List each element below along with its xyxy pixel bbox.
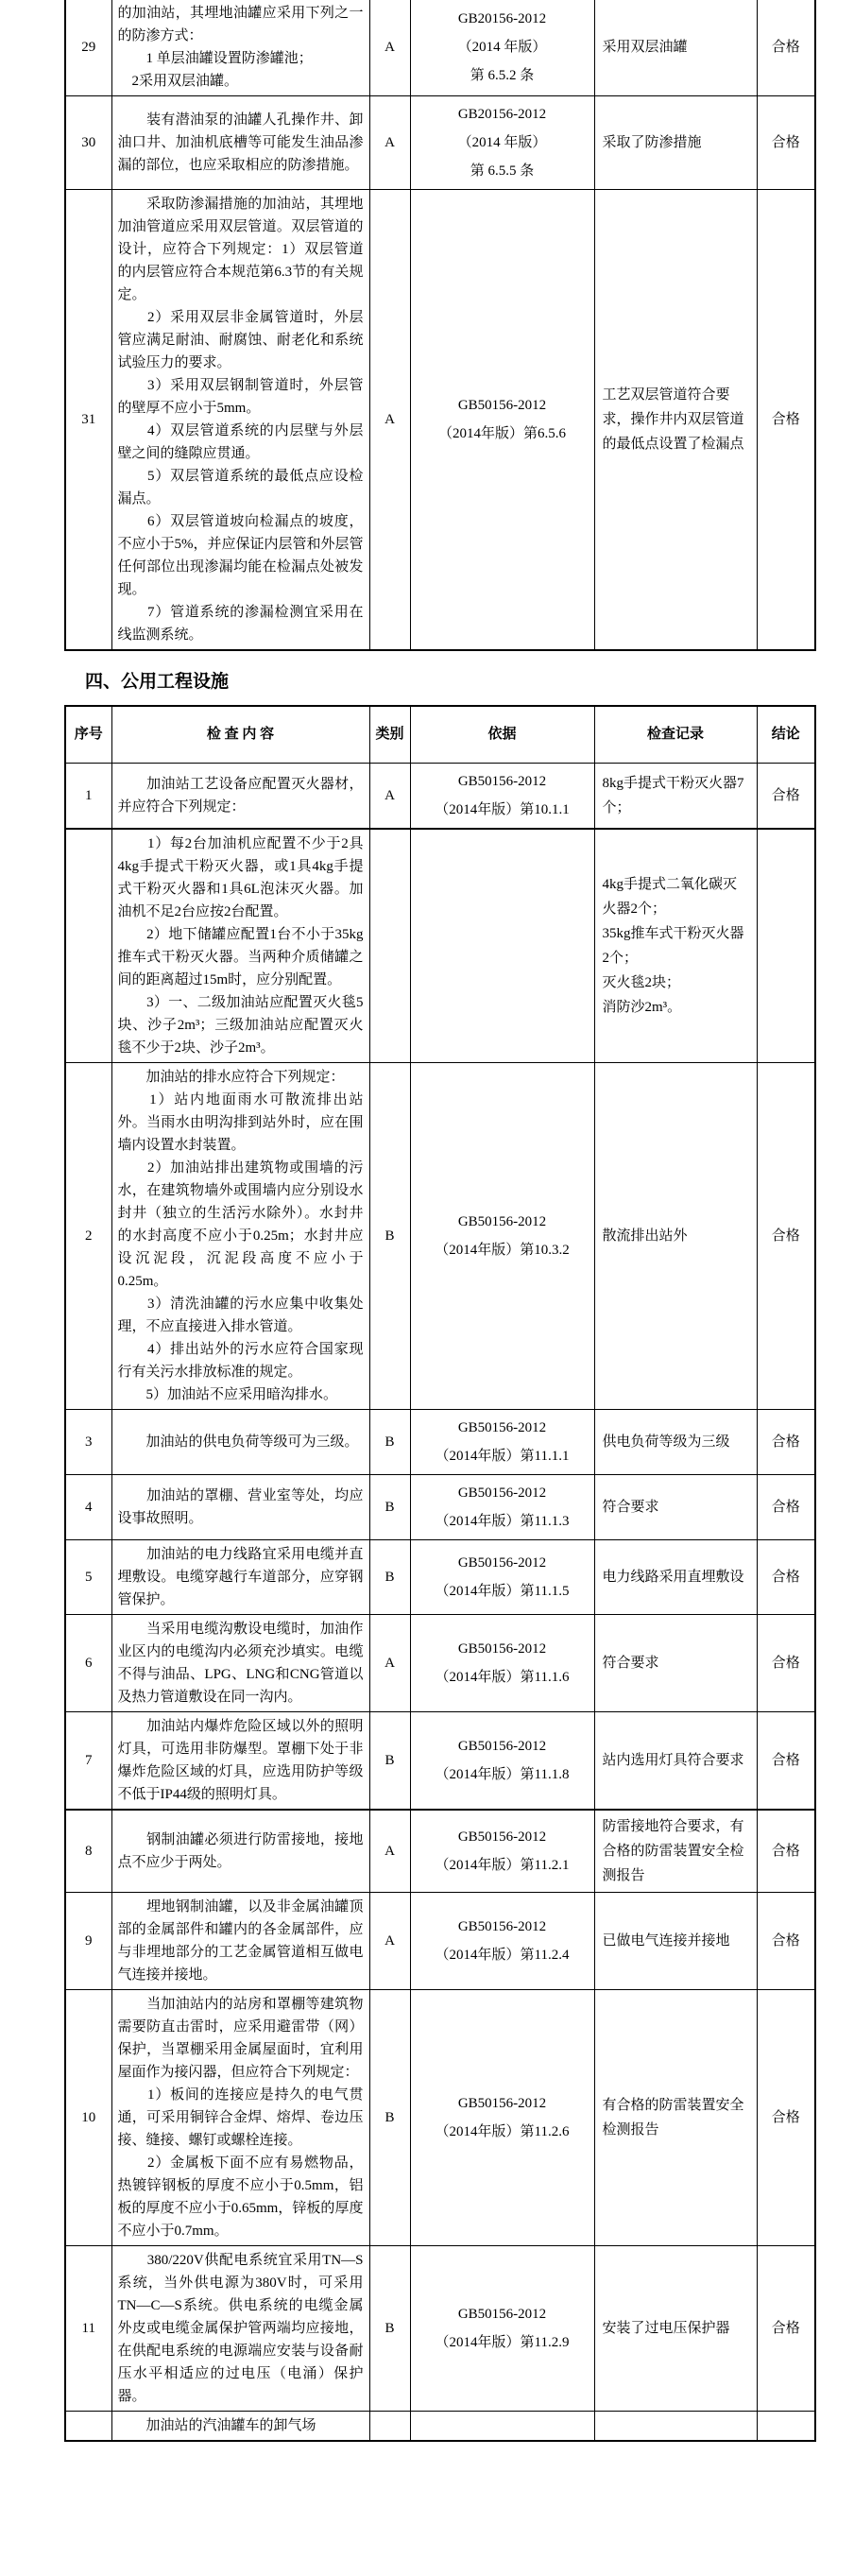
header-conclusion: 结论	[757, 706, 815, 763]
cell-serial-number	[65, 829, 111, 1063]
cell-inspection-content: 装有潜油泵的油罐人孔操作井、卸油口井、加油机底槽等可能发生油品渗漏的部位，也应采取相应的防渗措施。	[111, 96, 369, 190]
cell-conclusion: 合格	[757, 1614, 815, 1711]
leak-prevention-table	[64, 0, 816, 651]
cell-category: B	[369, 1539, 410, 1614]
cell-category: A	[369, 1614, 410, 1711]
cell-basis: GB50156-2012 （2014年版）第11.1.3	[410, 1474, 594, 1539]
cell-category: A	[369, 1810, 410, 1893]
cell-inspection-content: 加油站的罩棚、营业室等处，均应设事故照明。	[111, 1474, 369, 1539]
cell-basis	[410, 2411, 594, 2441]
cell-conclusion: 合格	[757, 2245, 815, 2411]
cell-conclusion: 合格	[757, 1892, 815, 1989]
cell-conclusion: 合格	[757, 1810, 815, 1893]
cell-inspection-record: 防雷接地符合要求，有合格的防雷装置安全检测报告	[594, 1810, 757, 1893]
cell-inspection-record: 散流排出站外	[594, 1062, 757, 1409]
cell-conclusion: 合格	[757, 1474, 815, 1539]
header-category: 类别	[369, 706, 410, 763]
cell-basis: GB50156-2012 （2014年版）第11.2.9	[410, 2245, 594, 2411]
cell-basis: GB50156-2012 （2014年版）第11.2.4	[410, 1892, 594, 1989]
cell-inspection-record: 8kg手提式干粉灭火器7个；	[594, 763, 757, 829]
cell-conclusion: 合格	[757, 96, 815, 190]
cell-inspection-record: 符合要求	[594, 1474, 757, 1539]
utility-works-table	[64, 705, 816, 2442]
cell-category: B	[369, 1474, 410, 1539]
cell-inspection-record: 电力线路采用直埋敷设	[594, 1539, 757, 1614]
cell-inspection-record	[594, 2411, 757, 2441]
cell-basis: GB50156-2012 （2014年版）第11.1.6	[410, 1614, 594, 1711]
table-row	[65, 0, 815, 96]
cell-conclusion: 合格	[757, 0, 815, 96]
cell-inspection-record: 已做电气连接并接地	[594, 1892, 757, 1989]
cell-category: B	[369, 1989, 410, 2245]
table-row	[65, 1989, 815, 2245]
table-row	[65, 829, 815, 1063]
cell-inspection-content: 加油站内爆炸危险区域以外的照明灯具，可选用非防爆型。罩棚下处于非爆炸危险区域的灯具，应选用防护等级不低于IP44级的照明灯具。	[111, 1711, 369, 1810]
cell-basis: GB50156-2012 （2014年版）第6.5.6	[410, 190, 594, 651]
table-row	[65, 1892, 815, 1989]
cell-basis: GB20156-2012 （2014 年版） 第 6.5.5 条	[410, 96, 594, 190]
cell-inspection-content: 埋地钢制油罐，以及非金属油罐顶部的金属部件和罐内的各金属部件，应与非埋地部分的工艺金属管道相互做电气连接并接地。	[111, 1892, 369, 1989]
cell-inspection-record: 符合要求	[594, 1614, 757, 1711]
header-serial-number: 序号	[65, 706, 111, 763]
header-inspection-record: 检查记录	[594, 706, 757, 763]
cell-serial-number: 5	[65, 1539, 111, 1614]
cell-conclusion: 合格	[757, 190, 815, 651]
cell-inspection-content: 当加油站内的站房和罩棚等建筑物需要防直击雷时，应采用避雷带（网）保护，当罩棚采用金属屋面时，宜利用屋面作为接闪器，但应符合下列规定： 1）板间的连接应是持久的电气贯通，可采用铜锌合金焊、熔焊、卷边压接、缝接、螺钉或螺栓连接。 2）金属板下面不应有易燃物品，热镀锌钢板的厚度不应小于0.5mm，铝板的厚度不应小于0.65mm，锌板的厚度不应小于0.7mm。	[111, 1989, 369, 2245]
cell-conclusion	[757, 829, 815, 1063]
cell-inspection-content: 380/220V供配电系统宜采用TN—S系统，当外供电源为380V时，可采用TN—C—S系统。供电系统的电缆金属外皮或电缆金属保护管两端均应接地，在供配电系统的电源端应安装与设备耐压水平相适应的过电压（电涌）保护器。	[111, 2245, 369, 2411]
cell-basis: GB50156-2012 （2014年版）第11.1.5	[410, 1539, 594, 1614]
cell-inspection-content: 的加油站，其埋地油罐应采用下列之一的防渗方式： 1 单层油罐设置防渗罐池； 2采用双层油罐。	[111, 0, 369, 96]
cell-conclusion: 合格	[757, 1711, 815, 1810]
cell-category: B	[369, 1409, 410, 1474]
cell-inspection-content: 采取防渗漏措施的加油站，其埋地加油管道应采用双层管道。双层管道的设计，应符合下列规定：1）双层管道的内层管应符合本规范第6.3节的有关规定。 2）采用双层非金属管道时，外层管应满足耐油、耐腐蚀、耐老化和系统试验压力的要求。 3）采用双层钢制管道时，外层管的壁厚不应小于5mm。 4）双层管道系统的内层壁与外层壁之间的缝隙应贯通。 5）双层管道系统的最低点应设检漏点。 6）双层管道坡向检漏点的坡度，不应小于5%，并应保证内层管和外层管任何部位出现渗漏均能在检漏点处被发现。 7）管道系统的渗漏检测宜采用在线监测系统。	[111, 190, 369, 651]
cell-category	[369, 829, 410, 1063]
cell-basis: GB50156-2012 （2014年版）第11.1.8	[410, 1711, 594, 1810]
cell-inspection-content: 加油站的排水应符合下列规定： 1）站内地面雨水可散流排出站外。当雨水由明沟排到站外时，应在围墙内设置水封装置。 2）加油站排出建筑物或围墙的污水，在建筑物墙外或围墙内应分别设水封井（独立的生活污水除外）。水封井的水封高度不应小于0.25m；水封井应设沉泥段，沉泥段高度不应小于0.25m。 3）清洗油罐的污水应集中收集处理，不应直接进入排水管道。 4）排出站外的污水应符合国家现行有关污水排放标准的规定。 5）加油站不应采用暗沟排水。	[111, 1062, 369, 1409]
cell-inspection-record: 站内选用灯具符合要求	[594, 1711, 757, 1810]
table-row	[65, 1062, 815, 1409]
cell-inspection-record: 供电负荷等级为三级	[594, 1409, 757, 1474]
cell-basis: GB50156-2012 （2014年版）第11.2.1	[410, 1810, 594, 1893]
cell-category: B	[369, 2245, 410, 2411]
section-heading-utility-works: 四、公用工程设施	[85, 672, 230, 692]
cell-basis: GB50156-2012 （2014年版）第10.1.1	[410, 763, 594, 829]
table-row	[65, 1409, 815, 1474]
cell-inspection-record: 采取了防渗措施	[594, 96, 757, 190]
cell-conclusion: 合格	[757, 763, 815, 829]
cell-conclusion	[757, 2411, 815, 2441]
table-row	[65, 96, 815, 190]
table-row	[65, 1614, 815, 1711]
cell-inspection-content: 加油站工艺设备应配置灭火器材，并应符合下列规定：	[111, 763, 369, 829]
cell-serial-number: 11	[65, 2245, 111, 2411]
cell-conclusion: 合格	[757, 1409, 815, 1474]
cell-serial-number: 4	[65, 1474, 111, 1539]
cell-category: A	[369, 0, 410, 96]
cell-serial-number: 8	[65, 1810, 111, 1893]
cell-serial-number: 10	[65, 1989, 111, 2245]
table-row	[65, 190, 815, 651]
cell-inspection-content: 加油站的供电负荷等级可为三级。	[111, 1409, 369, 1474]
cell-inspection-content: 1）每2台加油机应配置不少于2具4kg手提式干粉灭火器，或1具4kg手提式干粉灭火器和1具6L泡沫灭火器。加油机不足2台应按2台配置。 2）地下储罐应配置1台不小于35kg推车式干粉灭火器。当两种介质储罐之间的距离超过15m时，应分别配置。 3）一、二级加油站应配置灭火毯5块、沙子2m³；三级加油站应配置灭火毯不少于2块、沙子2m³。	[111, 829, 369, 1063]
cell-category: A	[369, 190, 410, 651]
cell-inspection-content: 加油站的汽油罐车的卸气场	[111, 2411, 369, 2441]
cell-category: B	[369, 1711, 410, 1810]
header-basis: 依据	[410, 706, 594, 763]
cell-basis: GB50156-2012 （2014年版）第11.2.6	[410, 1989, 594, 2245]
cell-serial-number: 2	[65, 1062, 111, 1409]
cell-basis: GB20156-2012 （2014 年版） 第 6.5.2 条	[410, 0, 594, 96]
cell-serial-number	[65, 2411, 111, 2441]
cell-inspection-record: 采用双层油罐	[594, 0, 757, 96]
cell-inspection-record: 安装了过电压保护器	[594, 2245, 757, 2411]
table-row	[65, 1539, 815, 1614]
cell-inspection-content: 钢制油罐必须进行防雷接地，接地点不应少于两处。	[111, 1810, 369, 1893]
cell-inspection-record: 有合格的防雷装置安全检测报告	[594, 1989, 757, 2245]
cell-conclusion: 合格	[757, 1062, 815, 1409]
table-row	[65, 1711, 815, 1810]
cell-inspection-record: 工艺双层管道符合要求，操作井内双层管道的最低点设置了检漏点	[594, 190, 757, 651]
cell-serial-number: 31	[65, 190, 111, 651]
cell-conclusion: 合格	[757, 1989, 815, 2245]
table-row	[65, 2245, 815, 2411]
cell-basis: GB50156-2012 （2014年版）第10.3.2	[410, 1062, 594, 1409]
header-inspection-content: 检 查 内 容	[111, 706, 369, 763]
cell-inspection-content: 加油站的电力线路宜采用电缆并直埋敷设。电缆穿越行车道部分，应穿钢管保护。	[111, 1539, 369, 1614]
cell-conclusion: 合格	[757, 1539, 815, 1614]
cell-category	[369, 2411, 410, 2441]
table-row	[65, 763, 815, 829]
cell-basis: GB50156-2012 （2014年版）第11.1.1	[410, 1409, 594, 1474]
cell-inspection-record: 4kg手提式二氧化碳灭火器2个； 35kg推车式干粉灭火器2个； 灭火毯2块； 消防沙2m³。	[594, 829, 757, 1063]
cell-basis	[410, 829, 594, 1063]
cell-serial-number: 7	[65, 1711, 111, 1810]
cell-inspection-content: 当采用电缆沟敷设电缆时，加油作业区内的电缆沟内必须充沙填实。电缆不得与油品、LPG、LNG和CNG管道以及热力管道敷设在同一沟内。	[111, 1614, 369, 1711]
table-header-row	[65, 706, 815, 763]
table-row	[65, 1810, 815, 1893]
cell-serial-number: 29	[65, 0, 111, 96]
table-row	[65, 1474, 815, 1539]
cell-category: A	[369, 763, 410, 829]
table-row	[65, 2411, 815, 2441]
cell-category: A	[369, 96, 410, 190]
cell-serial-number: 30	[65, 96, 111, 190]
cell-serial-number: 3	[65, 1409, 111, 1474]
cell-serial-number: 9	[65, 1892, 111, 1989]
cell-serial-number: 6	[65, 1614, 111, 1711]
cell-category: A	[369, 1892, 410, 1989]
cell-serial-number: 1	[65, 763, 111, 829]
cell-category: B	[369, 1062, 410, 1409]
